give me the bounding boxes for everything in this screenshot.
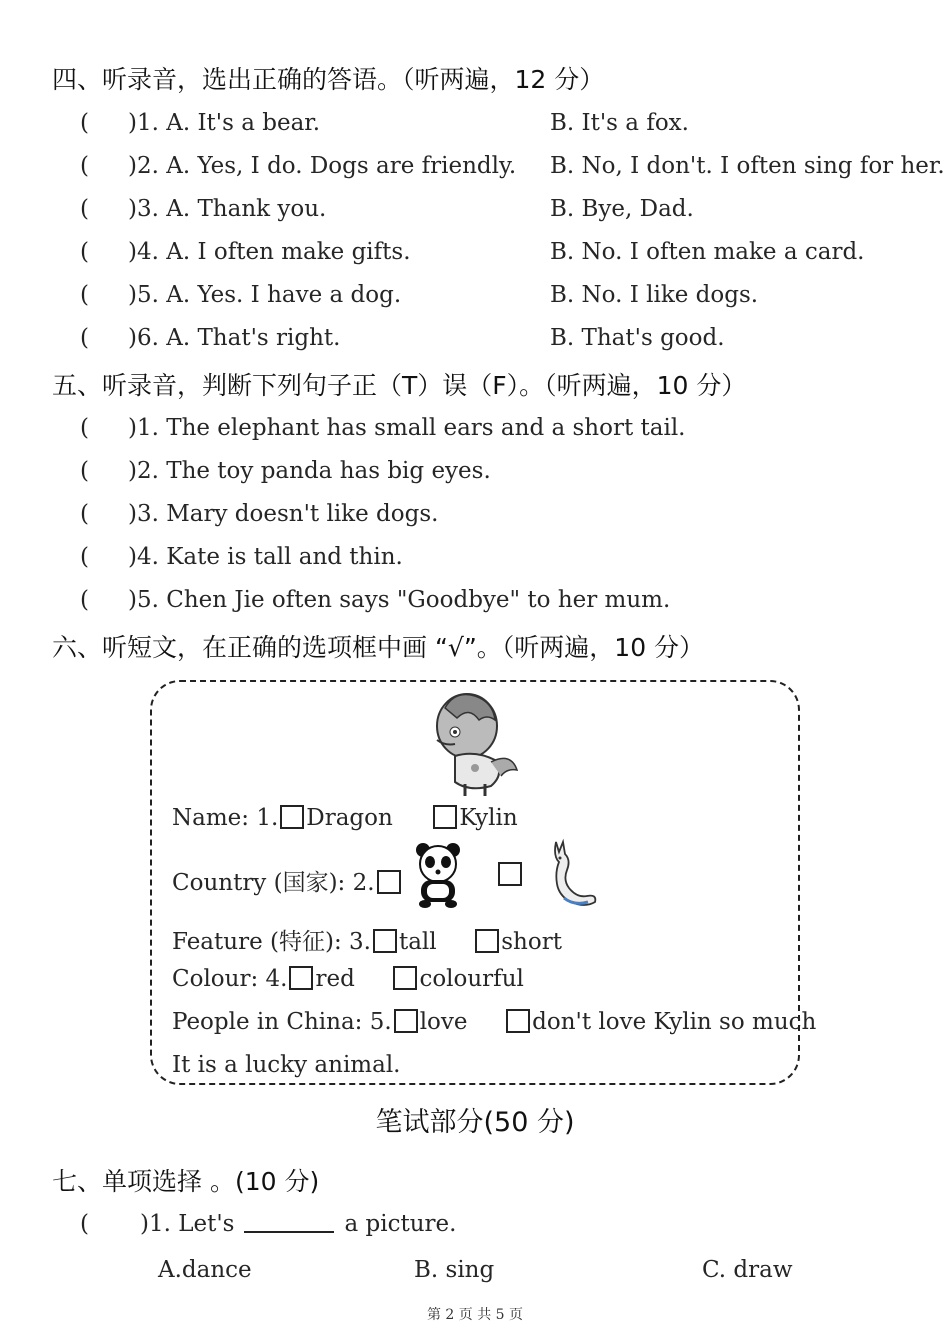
statement: )5. Chen Jie often says "Goodbye" to her mum. <box>128 587 671 613</box>
country-label: Country (国家): 2. <box>172 870 375 896</box>
option-b: B. No, I don't. I often sing for her. <box>550 153 945 179</box>
statement: )4. Kate is tall and thin. <box>128 544 403 570</box>
section5-title: 五、听录音，判断下列句子正（T）误（F）。（听两遍，10 分） <box>52 371 747 400</box>
name-row <box>172 805 518 831</box>
statement: )3. Mary doesn't like dogs. <box>128 501 439 527</box>
option-b: B. Bye, Dad. <box>550 196 694 222</box>
panda-icon <box>413 840 463 910</box>
answer-paren[interactable]: ( <box>80 282 89 308</box>
choice-c: C. draw <box>702 1257 793 1283</box>
option-a: )4. A. I often make gifts. <box>128 239 411 265</box>
answer-paren[interactable]: ( <box>80 1211 89 1237</box>
closing-sentence: It is a lucky animal. <box>172 1052 401 1078</box>
question-1-stem: )1. Let's <box>140 1211 235 1237</box>
statement: )1. The elephant has small ears and a short tail. <box>128 415 686 441</box>
checkbox-australia-wrap <box>498 862 522 886</box>
section7-title: 七、单项选择 。(10 分) <box>52 1167 320 1196</box>
option-dragon: Dragon <box>306 805 393 831</box>
kylin-illustration <box>425 688 525 798</box>
checkbox-australia[interactable] <box>498 862 522 886</box>
option-a: )3. A. Thank you. <box>128 196 327 222</box>
answer-paren[interactable]: ( <box>80 196 89 222</box>
feature-label: Feature (特征): 3. <box>172 929 371 955</box>
feature-row <box>172 923 562 956</box>
question-1 <box>140 1211 456 1237</box>
choice-a: A.dance <box>158 1257 252 1283</box>
checkbox-red[interactable] <box>289 966 313 990</box>
option-short: short <box>501 929 562 955</box>
answer-paren[interactable]: ( <box>80 110 89 136</box>
name-label: Name: 1. <box>172 805 279 831</box>
option-b: B. It's a fox. <box>550 110 689 136</box>
option-colourful: colourful <box>419 966 524 992</box>
answer-paren[interactable]: ( <box>80 458 89 484</box>
statement: )2. The toy panda has big eyes. <box>128 458 491 484</box>
option-dont-love: don't love Kylin so much <box>532 1009 817 1035</box>
people-label: People in China: 5. <box>172 1009 392 1035</box>
answer-paren[interactable]: ( <box>80 239 89 265</box>
checkbox-dont-love[interactable] <box>506 1009 530 1033</box>
checkbox-dragon[interactable] <box>280 805 304 829</box>
page-number: 第 2 页 共 5 页 <box>426 1307 524 1323</box>
answer-paren[interactable]: ( <box>80 153 89 179</box>
checkbox-kylin[interactable] <box>433 805 457 829</box>
checkbox-short[interactable] <box>475 929 499 953</box>
option-b: B. No. I like dogs. <box>550 282 759 308</box>
option-love: love <box>419 1009 468 1035</box>
colour-row <box>172 966 524 992</box>
answer-paren[interactable]: ( <box>80 415 89 441</box>
option-b: B. That's good. <box>550 325 725 351</box>
section4-title: 四、听录音，选出正确的答语。（听两遍，12 分） <box>52 65 605 94</box>
option-a: )1. A. It's a bear. <box>128 110 321 136</box>
people-row <box>172 1009 816 1035</box>
choice-b: B. sing <box>414 1257 495 1283</box>
country-row <box>172 864 403 897</box>
colour-label: Colour: 4. <box>172 966 288 992</box>
checkbox-china[interactable] <box>377 870 401 894</box>
written-part-title: 笔试部分(50 分) <box>375 1107 575 1138</box>
option-a: )2. A. Yes, I do. Dogs are friendly. <box>128 153 517 179</box>
option-kylin: Kylin <box>459 805 518 831</box>
option-b: B. No. I often make a card. <box>550 239 865 265</box>
section6-title: 六、听短文，在正确的选项框中画 “√”。（听两遍，10 分） <box>52 633 705 662</box>
option-red: red <box>315 966 355 992</box>
option-tall: tall <box>398 929 437 955</box>
question-1-tail: a picture. <box>344 1211 457 1237</box>
answer-paren[interactable]: ( <box>80 544 89 570</box>
answer-paren[interactable]: ( <box>80 501 89 527</box>
option-a: )5. A. Yes. I have a dog. <box>128 282 402 308</box>
fill-blank[interactable] <box>244 1211 334 1233</box>
checkbox-colourful[interactable] <box>393 966 417 990</box>
checkbox-tall[interactable] <box>373 929 397 953</box>
checkbox-love[interactable] <box>394 1009 418 1033</box>
kangaroo-icon <box>542 838 598 910</box>
answer-paren[interactable]: ( <box>80 587 89 613</box>
option-a: )6. A. That's right. <box>128 325 341 351</box>
answer-paren[interactable]: ( <box>80 325 89 351</box>
